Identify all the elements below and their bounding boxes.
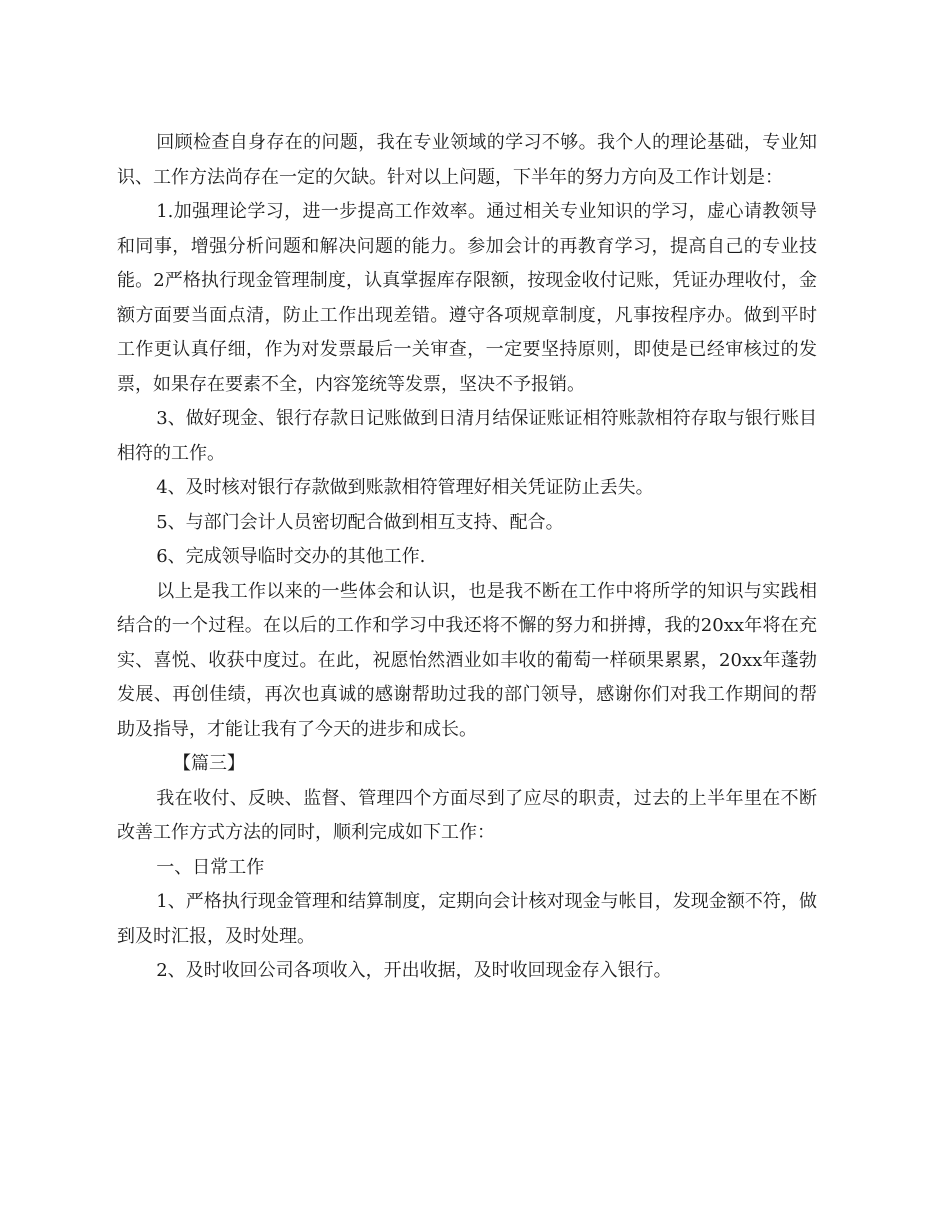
paragraph-section-intro: 我在收付、反映、监督、管理四个方面尽到了应尽的职责，过去的上半年里在不断改善工作方式方法的同时，顺利完成如下工作： [117,787,817,843]
paragraph-plan-item-5: 5、与部门会计人员密切配合做到相互支持、配合。 [156,511,564,533]
paragraph-plan-item-6: 6、完成领导临时交办的其他工作. [156,546,426,567]
paragraph-plan-item-4: 4、及时核对银行存款做到账款相符管理好相关凭证防止丢失。 [156,477,654,498]
document-page [117,126,817,989]
paragraph-daily-item-2: 2、及时收回公司各项收入，开出收据，及时收回现金存入银行。 [156,960,672,981]
section-heading: 【篇三】 [173,753,245,774]
paragraph-daily-item-1: 1、严格执行现金管理和结算制度，定期向会计核对现金与帐目，发现金额不符，做到及时汇报，及时处理。 [117,891,817,947]
paragraph-plan-item-1: 1.加强理论学习，进一步提高工作效率。通过相关专业知识的学习，虚心请教领导和同事，增强分析问题和解决问题的能力。参加会计的再教育学习，提高自己的专业技能。2严格执行现金管理制度，认真掌握库存限额，按现金收付记账，凭证办理收付，金额方面要当面点清，防止工作出现差错。遵守各项规章制度，凡事按程序办。做到平时工作更认真仔细，作为对发票最后一关审查，一定要坚持原则，即使是已经审核过的发票，如果存在要素不全，内容笼统等发票，坚决不予报销。 [117,201,817,395]
paragraph-daily-work-heading: 一、日常工作 [156,856,265,878]
paragraph-plan-item-3: 3、做好现金、银行存款日记账做到日清月结保证账证相符账款相符存取与银行账目相符的工作。 [117,408,817,464]
paragraph-self-review: 回顾检查自身存在的问题，我在专业领域的学习不够。我个人的理论基础，专业知识、工作方法尚存在一定的欠缺。针对以上问题，下半年的努力方向及工作计划是： [117,132,817,188]
paragraph-conclusion: 以上是我工作以来的一些体会和认识，也是我不断在工作中将所学的知识与实践相结合的一个过程。在以后的工作和学习中我还将不懈的努力和拼搏，我的20xx年将在充实、喜悦、收获中度过。在此，祝愿怡然酒业如丰收的葡萄一样硕果累累，20xx年蓬勃发展、再创佳绩，再次也真诚的感谢帮助过我的部门领导，感谢你们对我工作期间的帮助及指导，才能让我有了今天的进步和成长。 [117,580,817,740]
